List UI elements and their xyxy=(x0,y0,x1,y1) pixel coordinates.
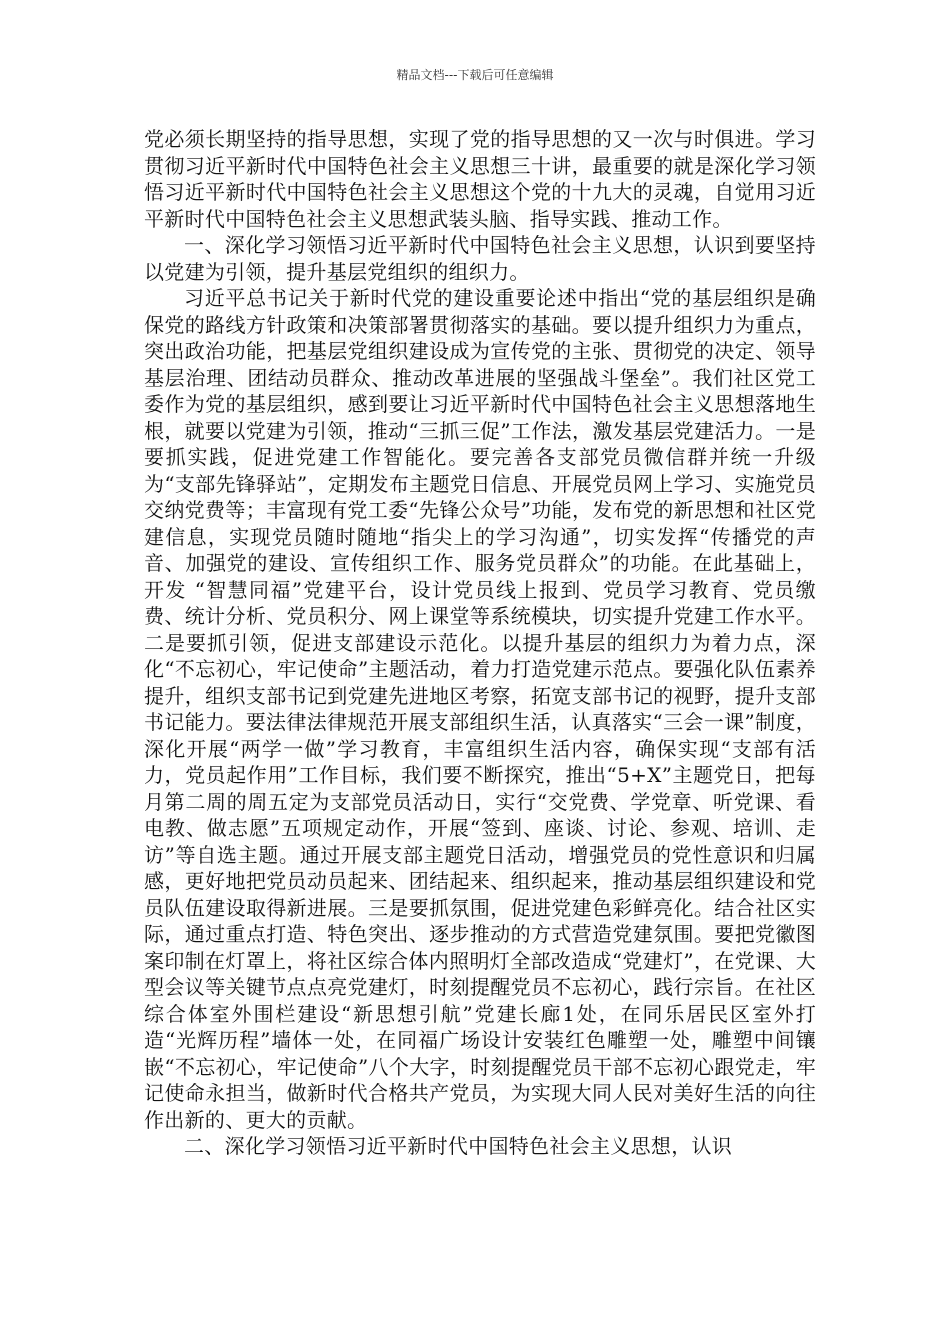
paragraph-body: 习近平总书记关于新时代党的建设重要论述中指出“党的基层组织是确保党的路线方针政策和决策部署贯彻落实的基础。要以提升组织力为重点，突出政治功能，把基层党组织建设成为宣传党的主张、贯彻党的决定、领导基层治理、团结动员群众、推动改革进展的坚强战斗堡垒”。我们社区党工委作为党的基层组织，感到要让习近平新时代中国特色社会主义思想落地生根，就要以党建为引领，推动“三抓三促”工作法，激发基层党建活力。一是要抓实践，促进党建工作智能化。要完善各支部党员微信群并统一升级为“支部先锋驿站”，定期发布主题党日信息、开展党员网上学习、实施党员交纳党费等；丰富现有党工委“先锋公众号”功能，发布党的新思想和社区党建信息，实现党员随时随地“指尖上的学习沟通”，切实发挥“传播党的声音、加强党的建设、宣传组织工作、服务党员群众”的功能。在此基础上，开发 “智慧同福”党建平台，设计党员线上报到、党员学习教育、党员缴费、统计分析、党员积分、网上课堂等系统模块，切实提升党建工作水平。二是要抓引领，促进支部建设示范化。以提升基层的组织力为着力点，深化“不忘初心，牢记使命”主题活动，着力打造党建示范点。要强化队伍素养提升，组织支部书记到党建先进地区考察，拓宽支部书记的视野，提升支部书记能力。要法律法律规范开展支部组织生活，认真落实“三会一课”制度，深化开展“两学一做”学习教育，丰富组织生活内容，确保实现“支部有活力，党员起作用”工作目标，我们要不断探究，推出“5+X”主题党日，把每月第二周的周五定为支部党员活动日，实行“交党费、学党章、听党课、看电教、做志愿”五项规定动作，开展“签到、座谈、讨论、参观、培训、走访”等自选主题。通过开展支部主题党日活动，增强党员的党性意识和归属感，更好地把党员动员起来、团结起来、组织起来，推动基层组织建设和党员队伍建设取得新进展。三是要抓氛围，促进党建色彩鲜亮化。结合社区实际，通过重点打造、特色突出、逐步推动的方式营造党建氛围。要把党徽图案印制在灯罩上，将社区综合体内照明灯全部改造成“党建灯”，在党课、大型会议等关键节点点亮党建灯，时刻提醒党员不忘初心，践行宗旨。在社区综合体室外围栏建设“新思想引航”党建长廊1处，在同乐居民区室外打造“光辉历程”墙体一处，在同福广场设计安装红色雕塑一处，雕塑中间镶嵌“不忘初心，牢记使命”八个大字，时刻提醒党员干部不忘初心跟党走，牢记使命永担当，做新时代合格共产党员，为实现大同人民对美好生活的向往作出新的、更大的贡献。 xyxy=(144,286,816,1132)
page-header: 精品文档---下载后可任意编辑 xyxy=(396,68,554,82)
paragraph-intro: 党必须长期坚持的指导思想，实现了党的指导思想的又一次与时俱进。学习贯彻习近平新时代中国特色社会主义思想三十讲，最重要的就是深化学习领悟习近平新时代中国特色社会主义思想这个党的十九大的灵魂，自觉用习近平新时代中国特色社会主义思想武装头脑、指导实践、推动工作。 xyxy=(144,127,816,231)
document-body xyxy=(144,126,816,1160)
section-heading-two: 二、深化学习领悟习近平新时代中国特色社会主义思想，认识 xyxy=(184,1134,733,1158)
section-heading-one: 一、深化学习领悟习近平新时代中国特色社会主义思想，认识到要坚持以党建为引领，提升基层党组织的组织力。 xyxy=(144,233,816,284)
